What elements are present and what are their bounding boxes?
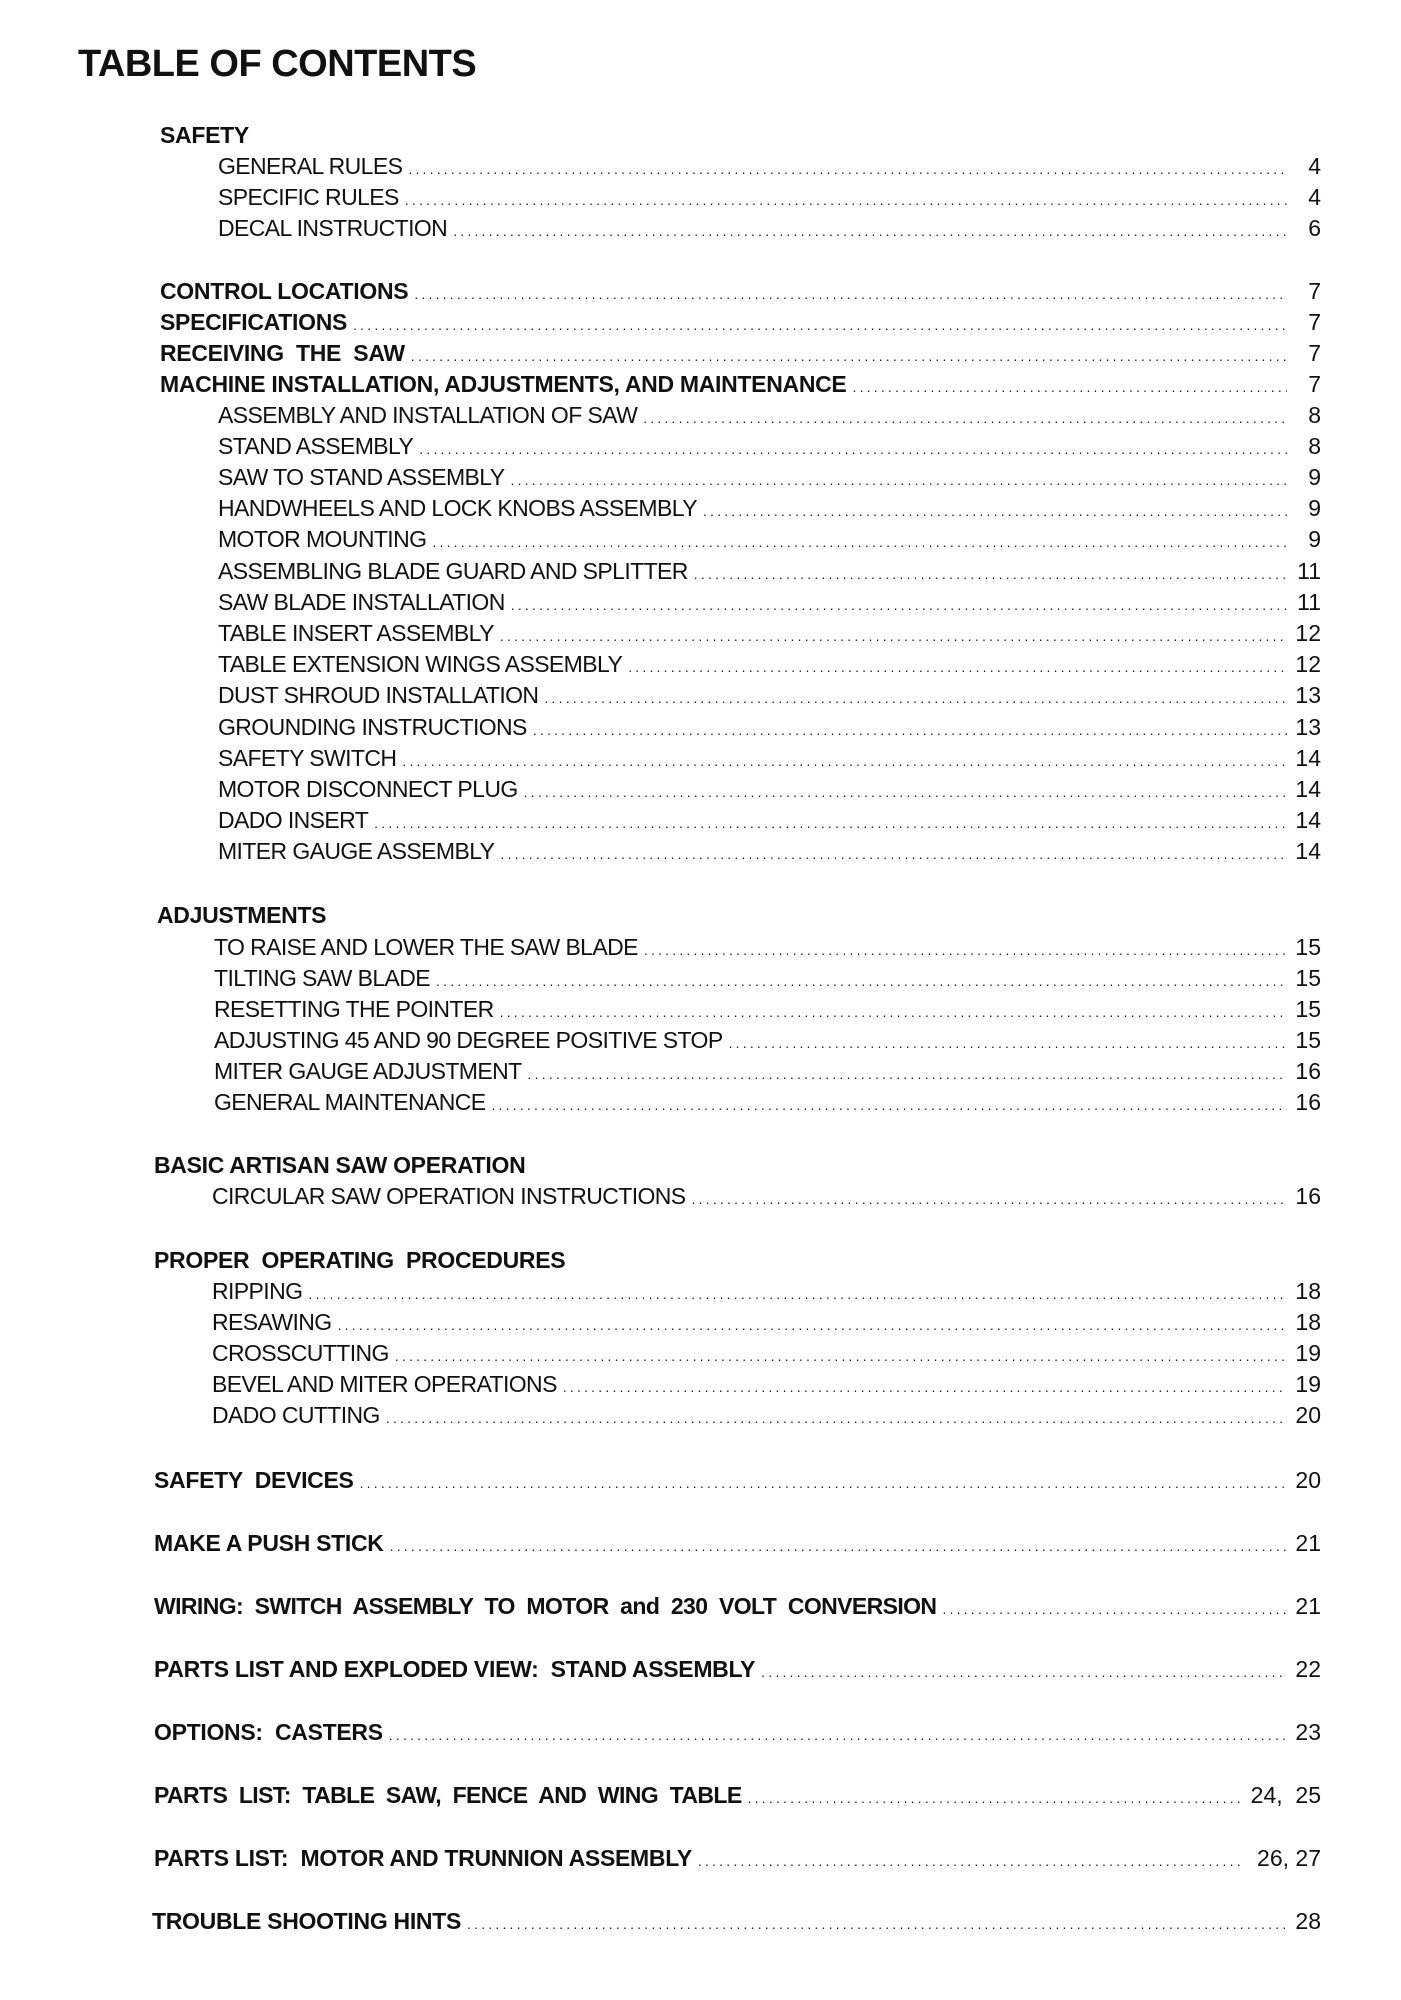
toc-entry[interactable] (160, 338, 1321, 368)
toc-entry-page: 7 (1308, 309, 1321, 335)
toc-entry-label: SAW BLADE INSTALLATION (218, 589, 505, 615)
toc-entry-page: 20 (1295, 1402, 1321, 1428)
toc-entry-label: TROUBLE SHOOTING HINTS (152, 1908, 462, 1934)
toc-entry[interactable] (212, 1369, 1321, 1399)
toc-entry-label: MAKE A PUSH STICK (154, 1530, 384, 1556)
toc-entry[interactable] (214, 994, 1321, 1024)
toc-entry[interactable] (218, 493, 1321, 523)
dot-leader (419, 434, 1287, 464)
toc-entry[interactable] (218, 836, 1321, 866)
toc-entry-page: 13 (1295, 682, 1321, 708)
dot-leader (308, 1279, 1287, 1309)
toc-entry-page: 14 (1295, 838, 1321, 864)
toc-entry-page: 9 (1308, 526, 1321, 552)
toc-entry-label: PARTS LIST AND EXPLODED VIEW: STAND ASSEMBLY (154, 1656, 756, 1682)
toc-entry-label: CROSSCUTTING (212, 1340, 389, 1366)
toc-entry-page: 9 (1308, 495, 1321, 521)
dot-leader (436, 966, 1287, 996)
toc-entry-label: CONTROL LOCATIONS (160, 278, 409, 304)
toc-entry-page: 18 (1295, 1309, 1321, 1335)
toc-entry[interactable] (218, 462, 1321, 492)
toc-entry-page: 14 (1295, 745, 1321, 771)
toc-entry[interactable] (218, 556, 1321, 586)
dot-leader (511, 590, 1287, 620)
toc-entry-label: GROUNDING INSTRUCTIONS (218, 714, 527, 740)
toc-entry[interactable] (218, 431, 1321, 461)
dot-leader (402, 746, 1287, 776)
toc-entry-label: MACHINE INSTALLATION, ADJUSTMENTS, AND MAINTENANCE (160, 371, 847, 397)
toc-entry-page: 4 (1308, 184, 1321, 210)
dot-leader (408, 154, 1287, 184)
dot-leader (405, 185, 1287, 215)
section-heading-label: PROPER OPERATING PROCEDURES (154, 1247, 566, 1273)
toc-entry-page: 15 (1295, 996, 1321, 1022)
toc-entry[interactable] (212, 1181, 1321, 1211)
dot-leader (491, 1090, 1287, 1120)
dot-leader (414, 279, 1287, 309)
dot-leader (360, 1468, 1287, 1498)
toc-entry-label: WIRING: SWITCH ASSEMBLY TO MOTOR and 230 VOLT CONVERSION (154, 1593, 937, 1619)
toc-entry[interactable] (154, 1654, 1321, 1684)
toc-entry[interactable] (214, 1025, 1321, 1055)
dot-leader (500, 621, 1287, 651)
toc-entry-page: 7 (1308, 278, 1321, 304)
toc-entry-label: PARTS LIST: TABLE SAW, FENCE AND WING TABLE (154, 1782, 742, 1808)
toc-entry-label: SPECIFIC RULES (218, 184, 399, 210)
page-title: TABLE OF CONTENTS (78, 43, 477, 85)
toc-entry[interactable] (218, 774, 1321, 804)
toc-entry-label: RESETTING THE POINTER (214, 996, 494, 1022)
toc-entry-page: 23 (1295, 1719, 1321, 1745)
toc-entry-page: 12 (1295, 620, 1321, 646)
section-heading-safety (160, 120, 249, 150)
toc-entry-label: ADJUSTING 45 AND 90 DEGREE POSITIVE STOP (214, 1027, 723, 1053)
toc-entry-page: 12 (1295, 651, 1321, 677)
toc-entry[interactable] (218, 182, 1321, 212)
toc-entry[interactable] (214, 963, 1321, 993)
toc-entry-page: 16 (1295, 1089, 1321, 1115)
toc-entry[interactable] (154, 1528, 1321, 1558)
toc-entry-page: 14 (1295, 776, 1321, 802)
dot-leader (524, 777, 1287, 807)
dot-leader (386, 1403, 1287, 1433)
dot-leader (694, 559, 1287, 589)
section-heading-procedures (154, 1245, 565, 1275)
toc-entry[interactable] (218, 587, 1321, 617)
toc-entry-page: 16 (1295, 1183, 1321, 1209)
toc-entry-page: 11 (1297, 558, 1321, 584)
toc-entry[interactable] (212, 1400, 1321, 1430)
toc-entry-label: MITER GAUGE ASSEMBLY (218, 838, 495, 864)
toc-entry-page: 24, 25 (1250, 1782, 1321, 1808)
toc-entry-label: SAW TO STAND ASSEMBLY (218, 464, 505, 490)
toc-entry-label: DADO INSERT (218, 807, 369, 833)
toc-entry-label: PARTS LIST: MOTOR AND TRUNNION ASSEMBLY (154, 1845, 692, 1871)
dot-leader (544, 683, 1287, 713)
dot-leader (353, 310, 1287, 340)
dot-leader (628, 652, 1287, 682)
toc-entry-label: SAFETY DEVICES (154, 1467, 354, 1493)
dot-leader (432, 527, 1287, 557)
toc-entry-page: 18 (1295, 1278, 1321, 1304)
toc-entry-label: ASSEMBLING BLADE GUARD AND SPLITTER (218, 558, 688, 584)
toc-entry[interactable] (212, 1276, 1321, 1306)
toc-entry-label: SPECIFICATIONS (160, 309, 348, 335)
dot-leader (510, 465, 1287, 495)
toc-entry-page: 21 (1295, 1593, 1321, 1619)
toc-entry-label: SAFETY SWITCH (218, 745, 397, 771)
toc-entry-label: RESAWING (212, 1309, 332, 1335)
toc-entry-page: 15 (1295, 1027, 1321, 1053)
dot-leader (729, 1028, 1287, 1058)
toc-entry-label: GENERAL RULES (218, 153, 403, 179)
toc-entry[interactable] (154, 1843, 1321, 1873)
dot-leader (500, 997, 1287, 1027)
toc-entry-page: 8 (1308, 402, 1321, 428)
toc-entry[interactable] (218, 805, 1321, 835)
toc-entry-page: 28 (1295, 1908, 1321, 1934)
section-heading-label: SAFETY (160, 122, 249, 148)
dot-leader (703, 496, 1287, 526)
toc-entry-page: 9 (1308, 464, 1321, 490)
dot-leader (374, 808, 1287, 838)
toc-entry-page: 19 (1295, 1371, 1321, 1397)
toc-entry-label: MOTOR MOUNTING (218, 526, 427, 552)
dot-leader (411, 341, 1287, 371)
toc-entry-page: 21 (1295, 1530, 1321, 1556)
toc-entry-page: 7 (1308, 371, 1321, 397)
dot-leader (390, 1531, 1287, 1561)
toc-entry-label: DUST SHROUD INSTALLATION (218, 682, 539, 708)
toc-entry-label: TILTING SAW BLADE (214, 965, 431, 991)
dot-leader (395, 1341, 1287, 1371)
toc-entry[interactable] (218, 151, 1321, 181)
toc-entry[interactable] (214, 1056, 1321, 1086)
toc-entry[interactable] (218, 712, 1321, 742)
toc-entry-label: MOTOR DISCONNECT PLUG (218, 776, 518, 802)
dot-leader (389, 1720, 1287, 1750)
toc-entry-page: 13 (1295, 714, 1321, 740)
toc-entry-page: 20 (1295, 1467, 1321, 1493)
toc-entry-label: GENERAL MAINTENANCE (214, 1089, 486, 1115)
toc-entry-label: STAND ASSEMBLY (218, 433, 414, 459)
toc-entry-page: 8 (1308, 433, 1321, 459)
toc-entry-label: TABLE INSERT ASSEMBLY (218, 620, 494, 646)
dot-leader (698, 1846, 1243, 1876)
section-heading-adjustments (157, 900, 326, 930)
toc-entry[interactable] (154, 1591, 1321, 1621)
dot-leader (338, 1310, 1287, 1340)
dot-leader (644, 935, 1287, 965)
toc-entry-page: 16 (1295, 1058, 1321, 1084)
toc-entry-label: BEVEL AND MITER OPERATIONS (212, 1371, 557, 1397)
section-heading-label: BASIC ARTISAN SAW OPERATION (154, 1152, 526, 1178)
section-heading-label: ADJUSTMENTS (157, 902, 327, 928)
toc-entry[interactable] (218, 680, 1321, 710)
toc-entry[interactable] (218, 649, 1321, 679)
toc-entry-label: RECEIVING THE SAW (160, 340, 405, 366)
dot-leader (761, 1657, 1287, 1687)
toc-entry[interactable] (218, 618, 1321, 648)
toc-entry-page: 14 (1295, 807, 1321, 833)
toc-entry-label: MITER GAUGE ADJUSTMENT (214, 1058, 522, 1084)
dot-leader (643, 403, 1287, 433)
toc-entry[interactable] (218, 400, 1321, 430)
toc-entry-page: 15 (1295, 965, 1321, 991)
toc-entry-label: OPTIONS: CASTERS (154, 1719, 383, 1745)
dot-leader (467, 1909, 1287, 1939)
dot-leader (748, 1783, 1243, 1813)
toc-entry[interactable] (212, 1338, 1321, 1368)
toc-entry-page: 22 (1295, 1656, 1321, 1682)
dot-leader (500, 839, 1287, 869)
toc-entry[interactable] (154, 1717, 1321, 1747)
toc-entry[interactable] (152, 1906, 1321, 1936)
toc-entry[interactable] (214, 1087, 1321, 1117)
toc-entry-page: 7 (1308, 340, 1321, 366)
toc-entry[interactable] (218, 213, 1321, 243)
dot-leader (528, 1059, 1287, 1089)
toc-entry[interactable] (154, 1780, 1321, 1810)
toc-entry[interactable] (218, 743, 1321, 773)
toc-entry-page: 11 (1297, 589, 1321, 615)
toc-entry-label: HANDWHEELS AND LOCK KNOBS ASSEMBLY (218, 495, 697, 521)
toc-entry-page: 26, 27 (1257, 1845, 1321, 1871)
dot-leader (453, 216, 1287, 246)
toc-entry-label: ASSEMBLY AND INSTALLATION OF SAW (218, 402, 638, 428)
toc-entry-label: DECAL INSTRUCTION (218, 215, 448, 241)
toc-entry-label: CIRCULAR SAW OPERATION INSTRUCTIONS (212, 1183, 686, 1209)
toc-entry[interactable] (160, 276, 1321, 306)
section-heading-basic-operation (154, 1150, 525, 1180)
toc-entry-page: 15 (1295, 934, 1321, 960)
dot-leader (942, 1594, 1287, 1624)
dot-leader (692, 1184, 1287, 1214)
toc-entry[interactable] (212, 1307, 1321, 1337)
toc-entry-label: TO RAISE AND LOWER THE SAW BLADE (214, 934, 638, 960)
toc-entry-label: TABLE EXTENSION WINGS ASSEMBLY (218, 651, 623, 677)
toc-entry[interactable] (160, 307, 1321, 337)
toc-entry-page: 4 (1308, 153, 1321, 179)
toc-entry-page: 19 (1295, 1340, 1321, 1366)
dot-leader (533, 715, 1287, 745)
toc-entry[interactable] (218, 524, 1321, 554)
toc-entry-label: DADO CUTTING (212, 1402, 380, 1428)
dot-leader (563, 1372, 1287, 1402)
dot-leader (852, 372, 1287, 402)
toc-entry-page: 6 (1308, 215, 1321, 241)
toc-entry-label: RIPPING (212, 1278, 303, 1304)
toc-entry[interactable] (214, 932, 1321, 962)
toc-entry[interactable] (160, 369, 1321, 399)
toc-entry[interactable] (154, 1465, 1321, 1495)
